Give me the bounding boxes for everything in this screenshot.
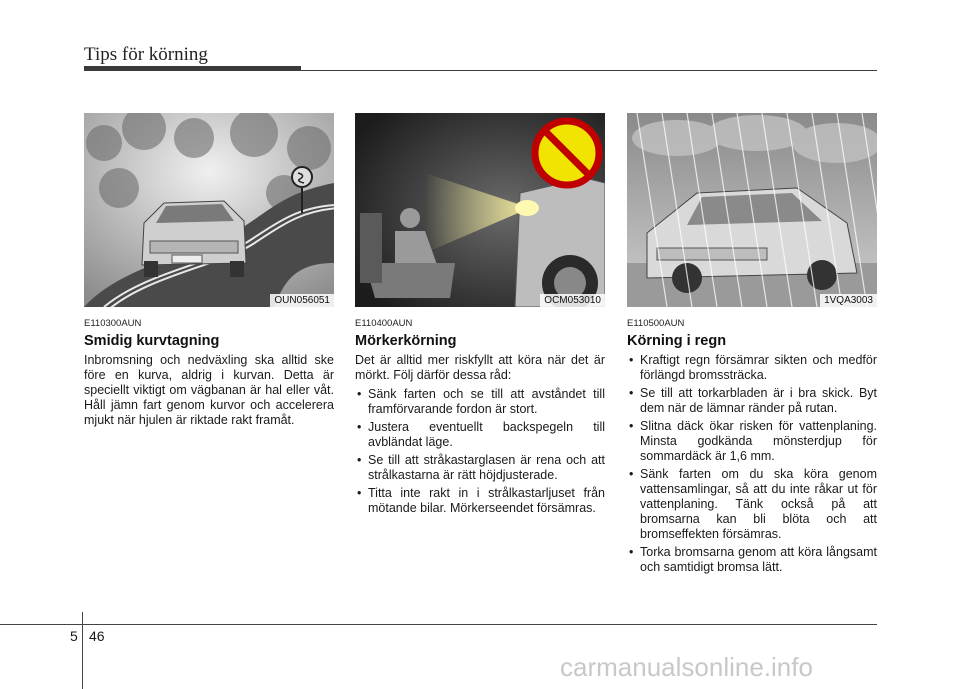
- section-code: E110500AUN: [627, 318, 685, 329]
- section-rain: [627, 316, 877, 578]
- page-header-title: Tips för körning: [84, 44, 208, 65]
- header-rule-thick: [84, 66, 301, 71]
- list-item: • Slitna däck ökar risken för vattenplaning. Minsta godkända mönsterdjup för sommardäck är 1,6 mm.: [627, 419, 877, 464]
- list-item: • Sänk farten om du ska köra genom vattensamlingar, så att du inte råkar ut för vattenplaning. Tänk också på att bromsarna kan bli blöta och att bromseffekten försämras.: [627, 467, 877, 542]
- section-night: [355, 316, 605, 519]
- car-on-curve-illustration: [84, 113, 334, 307]
- list-item: • Torka bromsarna genom att köra långsamt och samtidigt bromsa lätt.: [627, 545, 877, 575]
- figure-code: OCM053010: [540, 294, 605, 307]
- list-item: • Sänk farten och se till att avståndet till framförvarande fordon är stort.: [355, 387, 605, 417]
- figure-curve: [84, 113, 334, 307]
- section-heading: Mörkerkörning: [355, 333, 457, 349]
- footer-rule: [0, 624, 877, 625]
- list-item: • Justera eventuellt backspegeln till avbländat läge.: [355, 420, 605, 450]
- section-heading: Smidig kurvtagning: [84, 333, 220, 349]
- section-curve: [84, 316, 334, 428]
- footer-divider: [82, 612, 83, 689]
- chapter-number: 5: [70, 628, 78, 644]
- section-code: E110300AUN: [84, 318, 142, 329]
- no-glare-headlight-illustration: [355, 113, 605, 307]
- figure-rain: [627, 113, 877, 307]
- header-rule-thin: [301, 70, 877, 71]
- watermark: carmanualsonline.info: [560, 652, 813, 682]
- list-item: • Se till att stråkastarglasen är rena och att strålkastarna är rätt höjdjusterade.: [355, 453, 605, 483]
- figure-code: 1VQA3003: [820, 294, 877, 307]
- figure-night: [355, 113, 605, 307]
- bullet-list: [627, 353, 877, 575]
- section-body: Inbromsning och nedväxling ska alltid ske före en kurva, aldrig i kurvan. Detta är speciellt viktigt om vägbanan är hal eller våt. Håll jämn fart genom kurvor och accelerera mjukt när hjulen är riktade rakt framåt.: [84, 353, 334, 427]
- bullet-list: [355, 387, 605, 516]
- figure-code: OUN056051: [270, 294, 334, 307]
- section-intro: Det är alltid mer riskfyllt att köra när det är mörkt. Följ därför dessa råd:: [355, 353, 605, 382]
- list-item: • Titta inte rakt in i strålkastarljuset från mötande bilar. Mörkerseendet försämras.: [355, 486, 605, 516]
- section-heading: Körning i regn: [627, 333, 727, 349]
- list-item: • Se till att torkarbladen är i bra skick. Byt dem när de lämnar ränder på rutan.: [627, 386, 877, 416]
- car-in-rain-illustration: [627, 113, 877, 307]
- list-item: • Kraftigt regn försämrar sikten och medför förlängd bromssträcka.: [627, 353, 877, 383]
- page-number: 46: [89, 628, 105, 644]
- section-code: E110400AUN: [355, 318, 413, 329]
